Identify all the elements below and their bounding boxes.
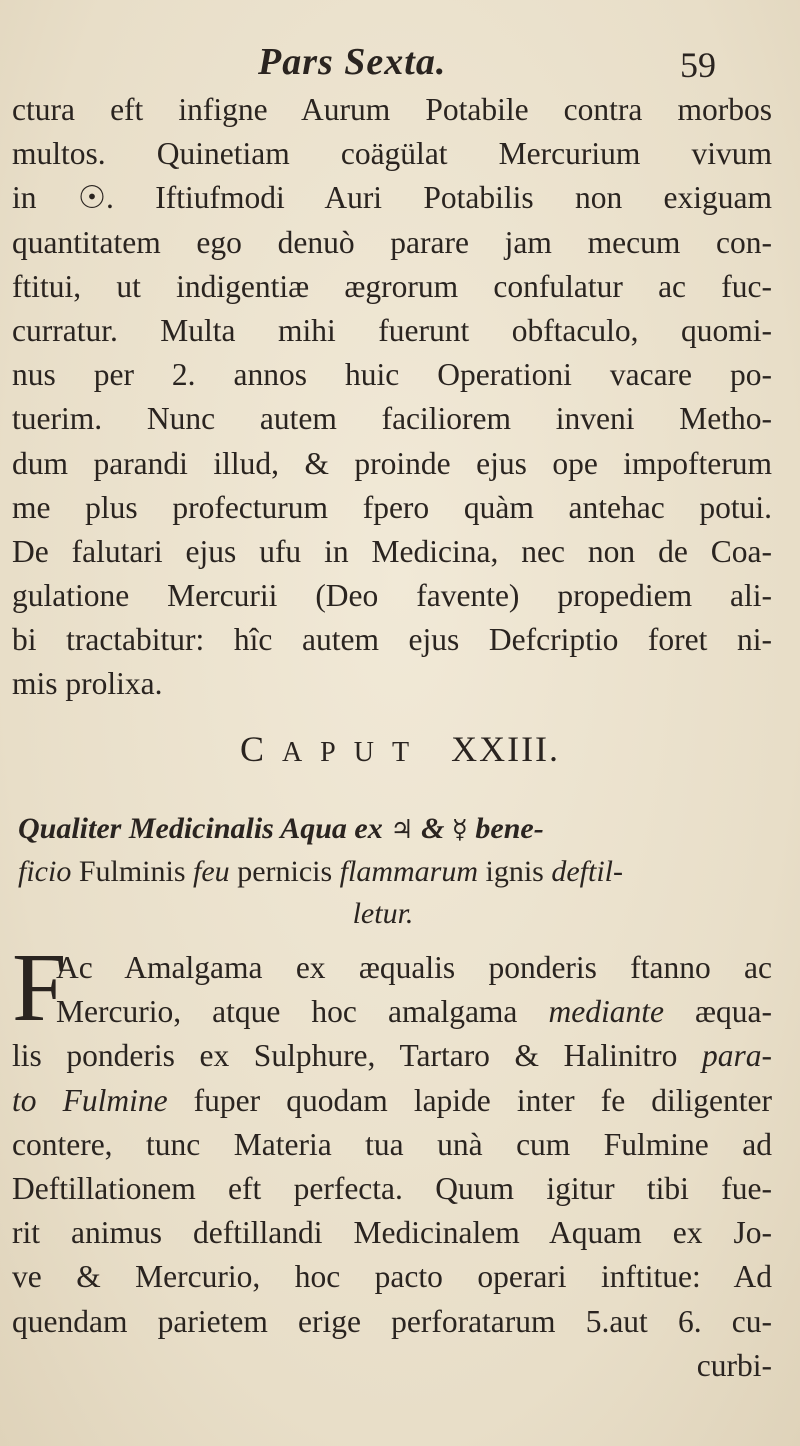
text-run-italic: para- [702, 1038, 772, 1074]
subtitle-text: ignis [478, 855, 552, 888]
text-line: quantitatem ego denuò parare jam mecum con- [12, 224, 772, 260]
chapter-subtitle [18, 808, 748, 935]
text-line: ctura eft infigne Aurum Potabile contra morbos [12, 92, 772, 127]
text-run: fuper quodam lapide inter fe diligenter [167, 1082, 772, 1118]
caput-initial: C [239, 729, 282, 769]
text-line: mis prolixa. [12, 666, 163, 702]
subtitle-ampersand: & [413, 812, 452, 845]
running-header [0, 40, 800, 92]
text-line: ve & Mercurio, hoc pacto operari inftitue: Ad [12, 1259, 772, 1295]
text-line: Ac Amalgama ex æqualis ponderis ftanno ac [56, 950, 772, 985]
text-line: Deftillationem eft perfecta. Quum igitur tibi fue- [12, 1170, 772, 1206]
text-line: De falutari ejus ufu in Medicina, nec non de Coa- [12, 533, 772, 569]
text-line: contere, tunc Materia tua unà cum Fulmine ad [12, 1126, 772, 1162]
text-line: curratur. Multa mihi fuerunt obftaculo, quomi- [12, 312, 772, 348]
text-line: rit animus deftillandi Medicinalem Aquam ex Jo- [12, 1215, 772, 1251]
catchword: curbi- [696, 1347, 772, 1383]
subtitle-text: Fulminis [71, 855, 194, 888]
text-run: æqua- [663, 994, 773, 1030]
text-line: bi tractabitur: hîc autem ejus Defcriptio foret ni- [12, 622, 772, 658]
subtitle-text: pernicis [229, 855, 340, 888]
subtitle-text: Qualiter Medicinalis Aqua ex [18, 812, 391, 845]
text-line: multos. Quinetiam coägülat Mercurium vivum [12, 136, 772, 172]
subtitle-line-3: letur. [352, 897, 414, 930]
text-line: nus per 2. annos huic Operationi vacare po- [12, 357, 772, 393]
text-run-italic: mediante [548, 994, 664, 1030]
text-run: Mercurio, atque hoc amalgama [56, 994, 549, 1030]
running-title: Pars Sexta. [258, 41, 447, 83]
subtitle-text: feu [193, 855, 230, 888]
subtitle-text: flammarum [339, 855, 478, 888]
paragraph-1 [12, 88, 772, 707]
caput-rest: APUT [281, 737, 428, 768]
text-line [12, 1079, 772, 1123]
chapter-numeral: XXIII. [451, 729, 561, 769]
paragraph-2 [12, 934, 773, 1388]
text-line: quendam parietem erige perforatarum 5.aut 6. cu- [12, 1303, 772, 1339]
chapter-heading [0, 728, 800, 770]
subtitle-text: deftil- [551, 855, 624, 888]
text-line: ftitui, ut indigentiæ ægrorum confulatur ac fuc- [12, 268, 772, 304]
text-run: lis ponderis ex Sulphure, Tartaro & Halinitro [12, 1038, 702, 1074]
text-line: in ☉. Iftiufmodi Auri Potabilis non exiguam [12, 180, 772, 216]
page-number: 59 [680, 45, 716, 85]
text-line: me plus profecturum fpero quàm antehac potui. [12, 489, 772, 525]
subtitle-text: ficio [18, 855, 72, 888]
subtitle-line-2 [18, 851, 748, 893]
caput-label [239, 729, 428, 769]
mercury-icon: ☿ [451, 815, 468, 845]
subtitle-line-1 [18, 808, 748, 851]
text-line [12, 990, 772, 1034]
text-line: dum parandi illud, & proinde ejus ope impofterum [12, 445, 772, 481]
drop-cap: F [12, 934, 67, 1042]
subtitle-text: bene- [467, 812, 544, 845]
text-line [12, 1034, 772, 1078]
text-run-italic: to Fulmine [12, 1082, 168, 1118]
jupiter-tin-icon: ♃ [390, 815, 414, 845]
text-line: gulatione Mercurii (Deo favente) propediem ali- [12, 578, 772, 614]
text-line: tuerim. Nunc autem faciliorem inveni Metho- [12, 401, 772, 437]
